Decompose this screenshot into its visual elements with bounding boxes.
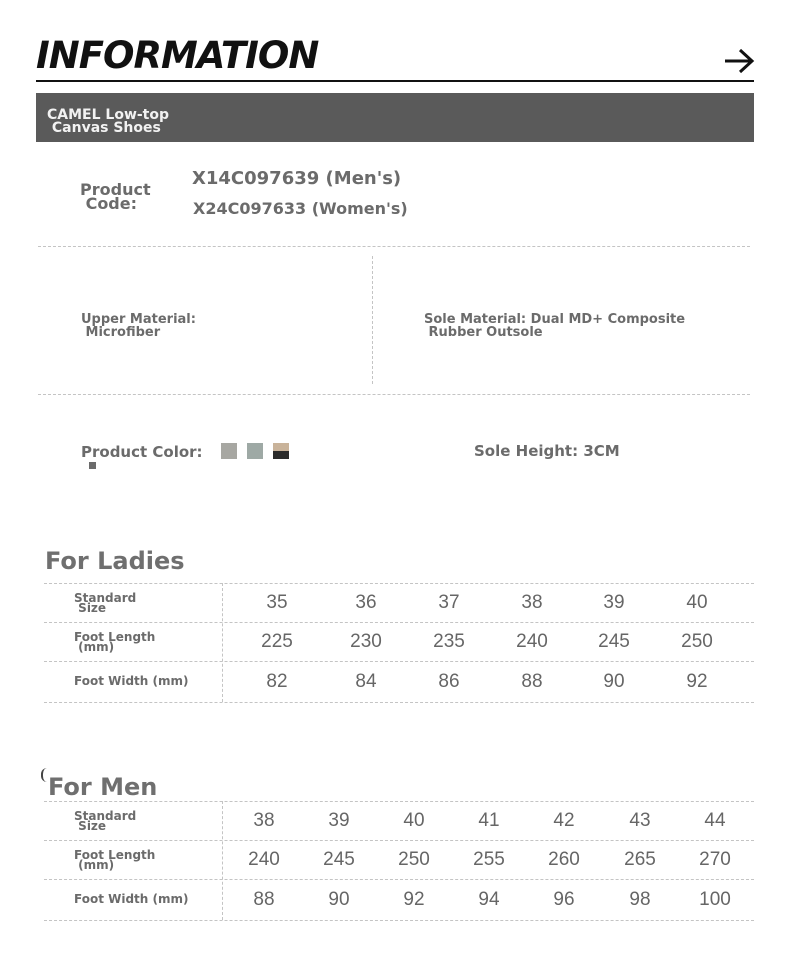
table-cell: 35 [266, 591, 288, 613]
row-label: Standard Size [74, 808, 137, 833]
table-column-divider [222, 583, 223, 702]
divider [38, 246, 750, 247]
table-cell: 36 [355, 591, 377, 613]
table-cell: 90 [328, 888, 350, 910]
title-divider [36, 80, 754, 82]
product-name: CAMEL Low-top Canvas Shoes [47, 107, 170, 136]
ladies-section-title: For Ladies [45, 547, 185, 575]
table-cell: 90 [603, 670, 625, 692]
table-cell: 98 [629, 888, 651, 910]
table-cell: 86 [438, 670, 460, 692]
row-label: Foot Width (mm) [74, 673, 189, 688]
table-cell: 230 [350, 630, 382, 652]
table-cell: 38 [521, 591, 543, 613]
row-label: Foot Width (mm) [74, 891, 189, 906]
sole-material: Sole Material: Dual MD+ Composite Rubber Outsole [424, 312, 686, 340]
table-cell: 37 [438, 591, 460, 613]
product-code-men: X14C097639 (Men's) [192, 168, 402, 189]
men-section-title: For Men [48, 773, 158, 797]
table-cell: 82 [266, 670, 288, 692]
table-cell: 88 [521, 670, 543, 692]
table-rule [44, 879, 754, 880]
table-cell: 92 [686, 670, 708, 692]
table-rule [44, 622, 754, 623]
upper-material: Upper Material: Microfiber [81, 312, 196, 340]
table-cell: 235 [433, 630, 465, 652]
row-label: Foot Length (mm) [74, 629, 156, 654]
table-rule [44, 920, 754, 921]
product-code-women: X24C097633 (Women's) [193, 199, 408, 218]
table-cell: 84 [355, 670, 377, 692]
table-rule [44, 661, 754, 662]
table-rule [44, 840, 754, 841]
table-cell: 265 [624, 848, 656, 870]
table-cell: 92 [403, 888, 425, 910]
table-cell: 42 [553, 809, 575, 831]
table-cell: 250 [681, 630, 713, 652]
table-cell: 88 [253, 888, 275, 910]
table-rule [44, 702, 754, 703]
sole-height: Sole Height: 3CM [474, 442, 620, 460]
table-cell: 38 [253, 809, 275, 831]
table-cell: 240 [516, 630, 548, 652]
table-cell: 270 [699, 848, 731, 870]
table-cell: 96 [553, 888, 575, 910]
color-swatch-gray[interactable] [221, 443, 237, 459]
arrow-right-icon[interactable] [722, 44, 756, 78]
table-cell: 94 [478, 888, 500, 910]
table-cell: 39 [328, 809, 350, 831]
table-cell: 250 [398, 848, 430, 870]
divider [372, 256, 373, 384]
table-cell: 225 [261, 630, 293, 652]
table-cell: 245 [598, 630, 630, 652]
product-code-label: Product Code: [80, 180, 151, 213]
row-label: Standard Size [74, 590, 137, 615]
divider [38, 394, 750, 395]
table-cell: 44 [704, 809, 726, 831]
color-swatch-tan-black[interactable] [273, 443, 289, 459]
product-color-label: Product Color: [81, 443, 203, 461]
table-cell: 255 [473, 848, 505, 870]
bullet-marker [89, 462, 96, 469]
table-cell: 39 [603, 591, 625, 613]
table-cell: 41 [478, 809, 500, 831]
table-rule [44, 801, 754, 802]
table-cell: 43 [629, 809, 651, 831]
table-cell: 100 [699, 888, 731, 910]
page-title: INFORMATION [36, 34, 319, 77]
table-cell: 260 [548, 848, 580, 870]
table-column-divider [222, 801, 223, 920]
table-rule [44, 583, 754, 584]
men-section-title-wrap [48, 771, 184, 797]
color-swatch-sage[interactable] [247, 443, 263, 459]
table-cell: 240 [248, 848, 280, 870]
table-cell: 40 [686, 591, 708, 613]
table-cell: 40 [403, 809, 425, 831]
row-label: Foot Length (mm) [74, 847, 156, 872]
table-cell: 245 [323, 848, 355, 870]
